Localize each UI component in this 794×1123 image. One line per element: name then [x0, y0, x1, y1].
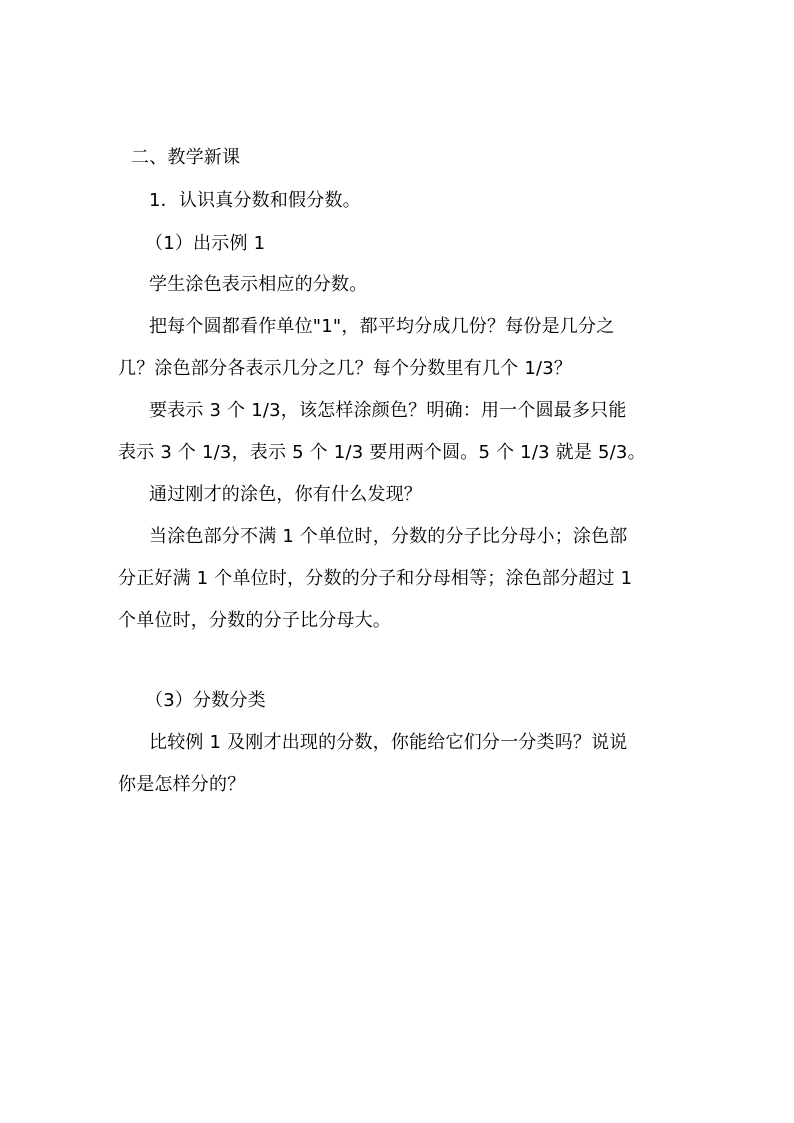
paragraph-line: 把每个圆都看作单位"1"，都平均分成几份？每份是几分之 [149, 316, 615, 337]
section-title: 二、教学新课 [131, 147, 241, 168]
classification-heading: （3）分数分类 [145, 690, 266, 711]
paragraph-line: 几？涂色部分各表示几分之几？每个分数里有几个 1/3？ [118, 358, 573, 379]
subsection-title: 1．认识真分数和假分数。 [149, 190, 361, 211]
paragraph-line: 分正好满 1 个单位时，分数的分子和分母相等；涂色部分超过 1 [118, 568, 633, 589]
example-heading: （1）出示例 1 [145, 233, 266, 254]
paragraph-line: 通过刚才的涂色，你有什么发现？ [149, 484, 422, 505]
paragraph-line: 你是怎样分的？ [118, 774, 246, 795]
paragraph-line: 表示 3 个 1/3，表示 5 个 1/3 要用两个圆。5 个 1/3 就是 5/3。 [118, 442, 646, 463]
paragraph-line: 当涂色部分不满 1 个单位时，分数的分子比分母小；涂色部 [149, 526, 628, 547]
paragraph-line: 比较例 1 及刚才出现的分数，你能给它们分一分类吗？说说 [149, 732, 628, 753]
paragraph-line: 个单位时，分数的分子比分母大。 [118, 610, 391, 631]
paragraph-line: 学生涂色表示相应的分数。 [149, 274, 368, 295]
paragraph-line: 要表示 3 个 1/3，该怎样涂颜色？明确：用一个圆最多只能 [149, 400, 627, 421]
